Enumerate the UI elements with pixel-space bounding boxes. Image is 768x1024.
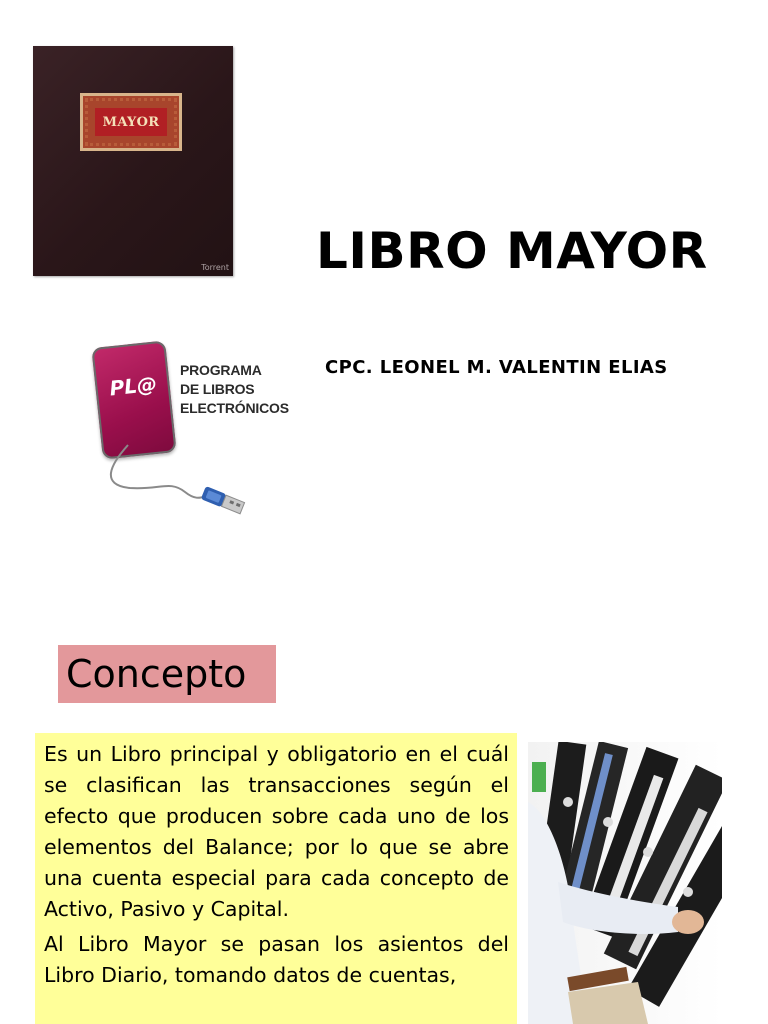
person-holding-binders-photo [528, 742, 722, 1024]
binders-illustration [528, 742, 722, 1024]
book-brand-mark: Torrent [201, 263, 229, 272]
ple-caption-line-2: DE LIBROS [180, 381, 255, 397]
book-cover-label [80, 93, 182, 151]
ple-caption-line-1: PROGRAMA [180, 362, 262, 378]
paragraph-continuation: Al Libro Mayor se pasan los asientos del Libro Diario, tomando datos de cuentas, [44, 932, 509, 987]
author-name: CPC. LEONEL M. VALENTIN ELIAS [325, 357, 668, 378]
page-title: LIBRO MAYOR [316, 222, 708, 280]
section-heading: Concepto [58, 645, 276, 703]
definition-text-box [35, 733, 517, 1024]
ple-logo-text: PL@ [108, 371, 159, 401]
ledger-book-image [33, 46, 233, 276]
usb-cable-icon [100, 440, 260, 535]
ple-caption-line-3: ELECTRÓNICOS [180, 400, 289, 416]
book-label-text: MAYOR [95, 108, 167, 136]
paragraph-definition: Es un Libro principal y obligatorio en el cuál se clasifican las transacciones según el efecto que producen sobre cada uno de los elementos del Balance; por lo que se abre una cuenta especial para cada concepto de Activo, Pasivo y Capital. [44, 742, 509, 921]
